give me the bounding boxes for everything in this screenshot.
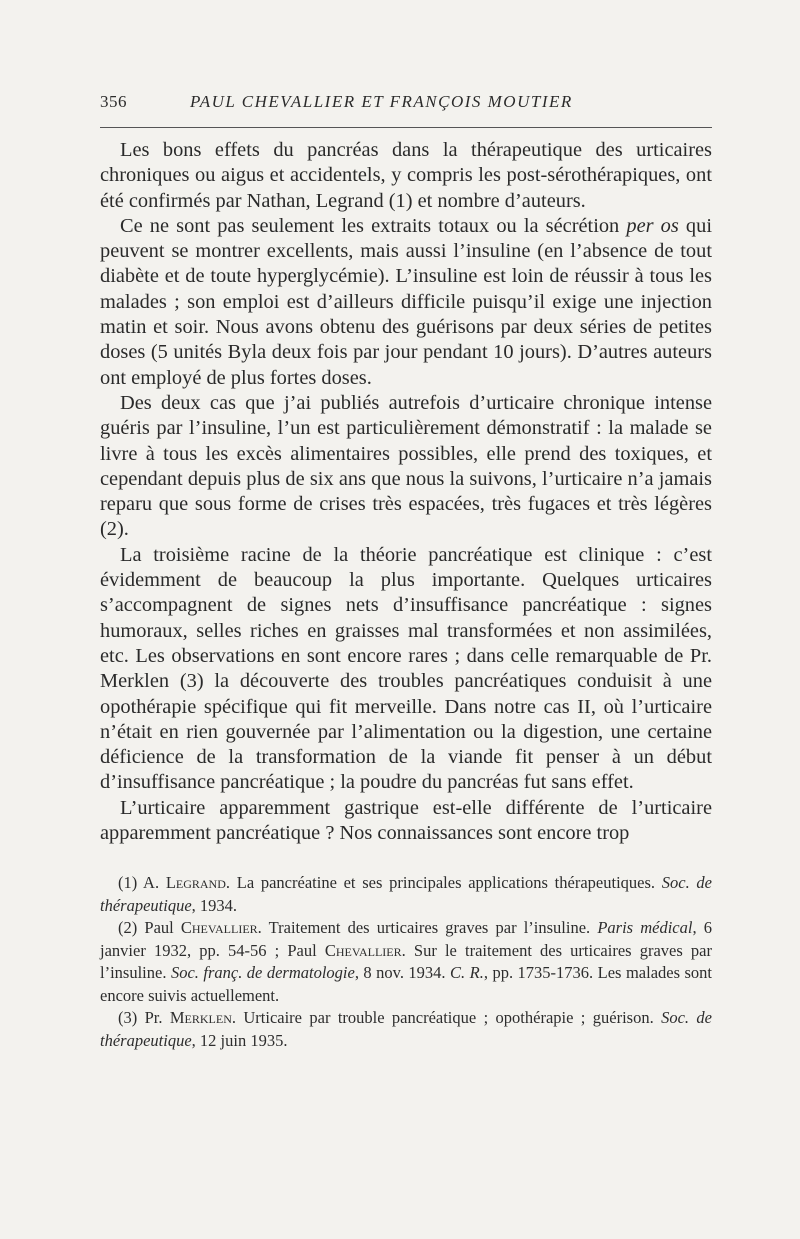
page-number: 356 <box>100 92 127 111</box>
paragraph-5: L’urticaire apparemment gastrique est-elle différente de l’urticaire apparemment pancréatique ? Nos connaissances sont encore trop <box>100 796 712 845</box>
running-title: PAUL CHEVALLIER ET FRANÇOIS MOUTIER <box>190 92 573 111</box>
footnote-1-date: , 1934. <box>191 895 238 915</box>
paragraph-2-italic: per os <box>626 214 679 237</box>
paragraph-3: Des deux cas que j’ai publiés autrefois d’urticaire chronique intense guéris par l’insuline, l’un est particulièrement démonstratif : la malade se livre à tous les excès alimentaires possibles, elle prend des toxiques, et cependant depuis plus de six ans que nous la suivons, l’urticaire n’a jamais reparu que sous forme de crises très espacées, très fugaces et très légères (2). <box>100 391 712 541</box>
footnote-2-date-2: , 8 nov. 1934. <box>354 963 451 983</box>
main-text <box>100 138 712 846</box>
footnote-2-mid: , 6 janvier 1932, pp. 54-56 ; Paul <box>100 918 712 960</box>
footnotes <box>100 872 712 1052</box>
footnote-1 <box>100 872 712 917</box>
footnote-2-journal-3: C. R. <box>450 963 484 983</box>
footnote-1-author: Legrand <box>165 873 226 893</box>
footnote-3-title: . Urticaire par trouble pancréatique ; opothérapie ; guérison. <box>231 1008 662 1028</box>
footnote-3-date: , 12 juin 1935. <box>191 1030 288 1050</box>
footnote-1-marker: (1) A. <box>118 873 166 893</box>
footnote-1-journal: Soc. de thérapeutique <box>100 873 712 915</box>
paragraph-2-rest: qui peuvent se montrer excellents, mais aussi l’insuline (en l’absence de tout diabète et de toute hyperglycémie). L’insuline est loin de réussir à tous les malades ; son emploi est d’ailleurs difficile puisqu’il exige une injection matin et soir. Nous avons obtenu des guérisons par deux séries de petites doses (5 unités Byla deux fois par jour pendant 10 jours). D’autres auteurs ont employé de plus fortes doses. <box>100 214 712 389</box>
paragraph-2 <box>100 214 712 391</box>
footnote-3-marker: (3) Pr. <box>118 1008 170 1028</box>
paragraph-1: Les bons effets du pancréas dans la thérapeutique des urticaires chroniques ou aigus et accidentels, y compris les post-sérothérapiques, ont été confirmés par Nathan, Legrand (1) et nombre d’auteurs. <box>100 139 712 212</box>
footnote-2 <box>100 917 712 1007</box>
paragraph-2-start: Ce ne sont pas seulement les extraits totaux ou la sécrétion <box>120 214 627 237</box>
footnote-2-end: , pp. 1735-1736. Les malades sont encore suivis actuellement. <box>100 963 712 1005</box>
footnote-2-title: . Traitement des urticaires graves par l’insuline. <box>257 918 598 938</box>
footnote-3 <box>100 1007 712 1052</box>
footnote-2-journal: Paris médical <box>597 918 693 938</box>
footnote-2-author-2: Chevallier <box>324 940 402 960</box>
footnote-2-journal-2: Soc. franç. de dermatologie <box>170 963 355 983</box>
paragraph-4: La troisième racine de la théorie pancréatique est clinique : c’est évidemment de beaucoup la plus importante. Quelques urticaires s’accompagnent de signes nets d’insuffisance pancréatique : signes humoraux, selles riches en graisses mal transformées et non assimilées, etc. Les observations en sont encore rares ; dans celle remarquable de Pr. Merklen (3) la découverte des troubles pancréatiques conduisit à une opothérapie spécifique qui fit merveille. Dans notre cas II, où l’urticaire n’était en rien gouvernée par l’alimentation ou la digestion, une certaine déficience de la transformation de la viande fit penser à un début d’insuffisance pancréatique ; la poudre du pancréas fut sans effet. <box>100 543 712 794</box>
footnote-1-title: . La pancréatine et ses principales applications thérapeutiques. <box>225 873 662 893</box>
footnote-3-author: Merklen <box>169 1008 232 1028</box>
footnote-2-marker: (2) Paul <box>118 918 181 938</box>
header-rule <box>100 127 712 128</box>
footnote-2-title-2: . Sur le traitement des urticaires graves par l’insuline. <box>100 940 712 983</box>
running-header <box>100 92 712 116</box>
page <box>100 92 712 1052</box>
footnote-2-author: Chevallier <box>180 918 258 938</box>
footnote-3-journal: Soc. de thérapeutique <box>100 1008 712 1050</box>
